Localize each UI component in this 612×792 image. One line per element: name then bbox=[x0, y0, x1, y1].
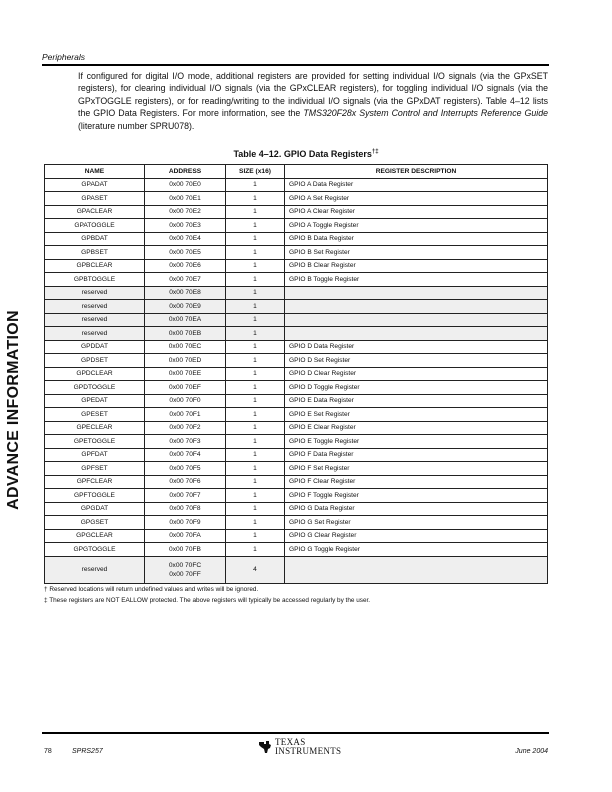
footnote-1: † Reserved locations will return undefined values and writes will be ignored. bbox=[44, 586, 259, 593]
col-description: REGISTER DESCRIPTION bbox=[285, 165, 548, 179]
table-row bbox=[45, 516, 548, 530]
cell-name: GPECLEAR bbox=[45, 421, 145, 435]
cell-description: GPIO D Clear Register bbox=[285, 367, 548, 381]
cell-name: GPACLEAR bbox=[45, 205, 145, 219]
cell-address: 0x00 70F9 bbox=[145, 516, 226, 530]
cell-address: 0x00 70F7 bbox=[145, 489, 226, 503]
cell-name: GPETOGGLE bbox=[45, 435, 145, 449]
cell-address: 0x00 70ED bbox=[145, 354, 226, 368]
cell-name: GPFTOGGLE bbox=[45, 489, 145, 503]
table-caption bbox=[0, 149, 612, 159]
cell-address: 0x00 70E8 bbox=[145, 286, 226, 300]
page-number: 78 bbox=[44, 748, 52, 755]
cell-description bbox=[285, 300, 548, 314]
cell-description bbox=[285, 327, 548, 341]
table-row bbox=[45, 435, 548, 449]
cell-address: 0x00 70FB bbox=[145, 543, 226, 557]
cell-name: GPEDAT bbox=[45, 394, 145, 408]
cell-size: 1 bbox=[226, 529, 285, 543]
cell-description: GPIO G Toggle Register bbox=[285, 543, 548, 557]
cell-name: reserved bbox=[45, 313, 145, 327]
cell-address: 0x00 70EF bbox=[145, 381, 226, 395]
cell-name: GPGDAT bbox=[45, 502, 145, 516]
cell-size: 1 bbox=[226, 502, 285, 516]
cell-size: 1 bbox=[226, 394, 285, 408]
cell-description: GPIO F Set Register bbox=[285, 462, 548, 476]
cell-size: 1 bbox=[226, 448, 285, 462]
table-row bbox=[45, 367, 548, 381]
cell-name: GPATOGGLE bbox=[45, 219, 145, 233]
cell-address: 0x00 70F4 bbox=[145, 448, 226, 462]
cell-description: GPIO A Toggle Register bbox=[285, 219, 548, 233]
cell-name: GPBSET bbox=[45, 246, 145, 260]
table-row bbox=[45, 313, 548, 327]
cell-address: 0x00 70F0 bbox=[145, 394, 226, 408]
cell-address: 0x00 70F3 bbox=[145, 435, 226, 449]
table-row bbox=[45, 394, 548, 408]
table-row bbox=[45, 286, 548, 300]
cell-description: GPIO G Set Register bbox=[285, 516, 548, 530]
cell-description: GPIO E Data Register bbox=[285, 394, 548, 408]
cell-size: 1 bbox=[226, 273, 285, 287]
cell-description: GPIO B Data Register bbox=[285, 232, 548, 246]
cell-size: 1 bbox=[226, 462, 285, 476]
cell-description: GPIO D Data Register bbox=[285, 340, 548, 354]
cell-description: GPIO F Toggle Register bbox=[285, 489, 548, 503]
table-row bbox=[45, 475, 548, 489]
cell-name: GPFCLEAR bbox=[45, 475, 145, 489]
cell-name: reserved bbox=[45, 300, 145, 314]
cell-address: 0x00 70E5 bbox=[145, 246, 226, 260]
table-row bbox=[45, 340, 548, 354]
cell-name: reserved bbox=[45, 286, 145, 300]
cell-name: GPBDAT bbox=[45, 232, 145, 246]
cell-name: GPBTOGGLE bbox=[45, 273, 145, 287]
cell-address: 0x00 70F6 bbox=[145, 475, 226, 489]
cell-address: 0x00 70E0 bbox=[145, 178, 226, 192]
cell-address: 0x00 70E2 bbox=[145, 205, 226, 219]
cell-description: GPIO E Toggle Register bbox=[285, 435, 548, 449]
cell-description: GPIO B Toggle Register bbox=[285, 273, 548, 287]
cell-size: 1 bbox=[226, 367, 285, 381]
table-row bbox=[45, 232, 548, 246]
cell-description: GPIO D Set Register bbox=[285, 354, 548, 368]
table-row bbox=[45, 556, 548, 583]
cell-address: 0x00 70EB bbox=[145, 327, 226, 341]
cell-address: 0x00 70F1 bbox=[145, 408, 226, 422]
cell-size: 1 bbox=[226, 219, 285, 233]
intro-paragraph bbox=[78, 70, 548, 132]
cell-name: GPDSET bbox=[45, 354, 145, 368]
cell-description bbox=[285, 556, 548, 583]
advance-information-label: ADVANCE INFORMATION bbox=[5, 310, 22, 510]
cell-description: GPIO D Toggle Register bbox=[285, 381, 548, 395]
doc-number: SPRS257 bbox=[72, 748, 103, 755]
cell-size: 1 bbox=[226, 489, 285, 503]
cell-description: GPIO A Data Register bbox=[285, 178, 548, 192]
footer-rule bbox=[42, 732, 549, 734]
cell-description: GPIO G Data Register bbox=[285, 502, 548, 516]
cell-name: GPBCLEAR bbox=[45, 259, 145, 273]
cell-name: GPDCLEAR bbox=[45, 367, 145, 381]
cell-description bbox=[285, 313, 548, 327]
cell-name: GPGTOGGLE bbox=[45, 543, 145, 557]
table-row bbox=[45, 489, 548, 503]
paragraph-text: If configured for digital I/O mode, additional registers are provided for setting individual I/O signals (via the GPxSET registers), for clearing individual I/O signals (via the GPxCLEAR registers), for toggling individual I/O signals (via the GPxTOGGLE registers), or for reading/writing to the individual I/O signals (via the GPxDAT registers). Table 4–12 lists the GPIO Data Registers. For more information, see the bbox=[78, 71, 548, 119]
table-row bbox=[45, 327, 548, 341]
cell-size: 1 bbox=[226, 259, 285, 273]
cell-size: 1 bbox=[226, 205, 285, 219]
cell-address: 0x00 70E6 bbox=[145, 259, 226, 273]
paragraph-text-end: (literature number SPRU078). bbox=[78, 120, 195, 131]
cell-size: 1 bbox=[226, 421, 285, 435]
ti-logo-icon bbox=[258, 740, 272, 754]
cell-description: GPIO E Clear Register bbox=[285, 421, 548, 435]
cell-size: 4 bbox=[226, 556, 285, 583]
cell-address: 0x00 70F8 bbox=[145, 502, 226, 516]
table-row bbox=[45, 300, 548, 314]
cell-name: GPGSET bbox=[45, 516, 145, 530]
cell-size: 1 bbox=[226, 327, 285, 341]
col-size: SIZE (x16) bbox=[226, 165, 285, 179]
cell-address: 0x00 70E4 bbox=[145, 232, 226, 246]
cell-address: 0x00 70FA bbox=[145, 529, 226, 543]
cell-description: GPIO A Set Register bbox=[285, 192, 548, 206]
table-row bbox=[45, 192, 548, 206]
cell-name: GPFDAT bbox=[45, 448, 145, 462]
cell-size: 1 bbox=[226, 286, 285, 300]
cell-name: GPASET bbox=[45, 192, 145, 206]
section-header: Peripherals bbox=[42, 52, 85, 62]
cell-address: 0x00 70E9 bbox=[145, 300, 226, 314]
cell-address: 0x00 70EA bbox=[145, 313, 226, 327]
logo-text-instruments: INSTRUMENTS bbox=[275, 746, 342, 756]
cell-size: 1 bbox=[226, 408, 285, 422]
table-row bbox=[45, 178, 548, 192]
cell-name: GPGCLEAR bbox=[45, 529, 145, 543]
cell-size: 1 bbox=[226, 232, 285, 246]
footnote-2: ‡ These registers are NOT EALLOW protected. The above registers will typically be accessed regularly by the user. bbox=[44, 597, 371, 604]
ti-logo bbox=[258, 738, 341, 756]
cell-address: 0x00 70F2 bbox=[145, 421, 226, 435]
cell-address: 0x00 70E1 bbox=[145, 192, 226, 206]
cell-size: 1 bbox=[226, 435, 285, 449]
caption-footnote-marks: †‡ bbox=[371, 149, 379, 155]
cell-name: GPADAT bbox=[45, 178, 145, 192]
table-row bbox=[45, 502, 548, 516]
cell-description bbox=[285, 286, 548, 300]
cell-name: GPFSET bbox=[45, 462, 145, 476]
date: June 2004 bbox=[515, 748, 548, 755]
cell-address: 0x00 70F5 bbox=[145, 462, 226, 476]
cell-description: GPIO A Clear Register bbox=[285, 205, 548, 219]
cell-address: 0x00 70EE bbox=[145, 367, 226, 381]
table-row bbox=[45, 529, 548, 543]
cell-size: 1 bbox=[226, 516, 285, 530]
cell-size: 1 bbox=[226, 381, 285, 395]
cell-size: 1 bbox=[226, 475, 285, 489]
cell-address: 0x00 70FC 0x00 70FF bbox=[145, 556, 226, 583]
caption-text: Table 4–12. GPIO Data Registers bbox=[233, 149, 372, 159]
table-row bbox=[45, 354, 548, 368]
col-name: NAME bbox=[45, 165, 145, 179]
table-row bbox=[45, 381, 548, 395]
cell-description: GPIO E Set Register bbox=[285, 408, 548, 422]
col-address: ADDRESS bbox=[145, 165, 226, 179]
cell-address: 0x00 70E3 bbox=[145, 219, 226, 233]
logo-text-texas: TEXAS bbox=[275, 737, 306, 747]
header-rule bbox=[42, 64, 549, 66]
cell-description: GPIO B Clear Register bbox=[285, 259, 548, 273]
table-row bbox=[45, 408, 548, 422]
table-row bbox=[45, 543, 548, 557]
reference-guide-title: TMS320F28x System Control and Interrupts Reference Guide bbox=[303, 108, 548, 119]
table-row bbox=[45, 205, 548, 219]
cell-size: 1 bbox=[226, 300, 285, 314]
cell-size: 1 bbox=[226, 313, 285, 327]
cell-size: 1 bbox=[226, 354, 285, 368]
table-row bbox=[45, 246, 548, 260]
table-row bbox=[45, 448, 548, 462]
cell-name: reserved bbox=[45, 327, 145, 341]
cell-size: 1 bbox=[226, 246, 285, 260]
cell-name: GPESET bbox=[45, 408, 145, 422]
cell-size: 1 bbox=[226, 340, 285, 354]
cell-description: GPIO B Set Register bbox=[285, 246, 548, 260]
table-row bbox=[45, 273, 548, 287]
cell-name: reserved bbox=[45, 556, 145, 583]
table-row bbox=[45, 421, 548, 435]
cell-size: 1 bbox=[226, 178, 285, 192]
side-label bbox=[2, 280, 26, 540]
cell-description: GPIO G Clear Register bbox=[285, 529, 548, 543]
cell-description: GPIO F Data Register bbox=[285, 448, 548, 462]
cell-address: 0x00 70E7 bbox=[145, 273, 226, 287]
cell-name: GPDTOGGLE bbox=[45, 381, 145, 395]
table-row bbox=[45, 219, 548, 233]
cell-name: GPDDAT bbox=[45, 340, 145, 354]
gpio-data-registers-table bbox=[44, 164, 548, 584]
table-row bbox=[45, 259, 548, 273]
cell-size: 1 bbox=[226, 543, 285, 557]
cell-address: 0x00 70EC bbox=[145, 340, 226, 354]
cell-size: 1 bbox=[226, 192, 285, 206]
cell-description: GPIO F Clear Register bbox=[285, 475, 548, 489]
table-row bbox=[45, 462, 548, 476]
